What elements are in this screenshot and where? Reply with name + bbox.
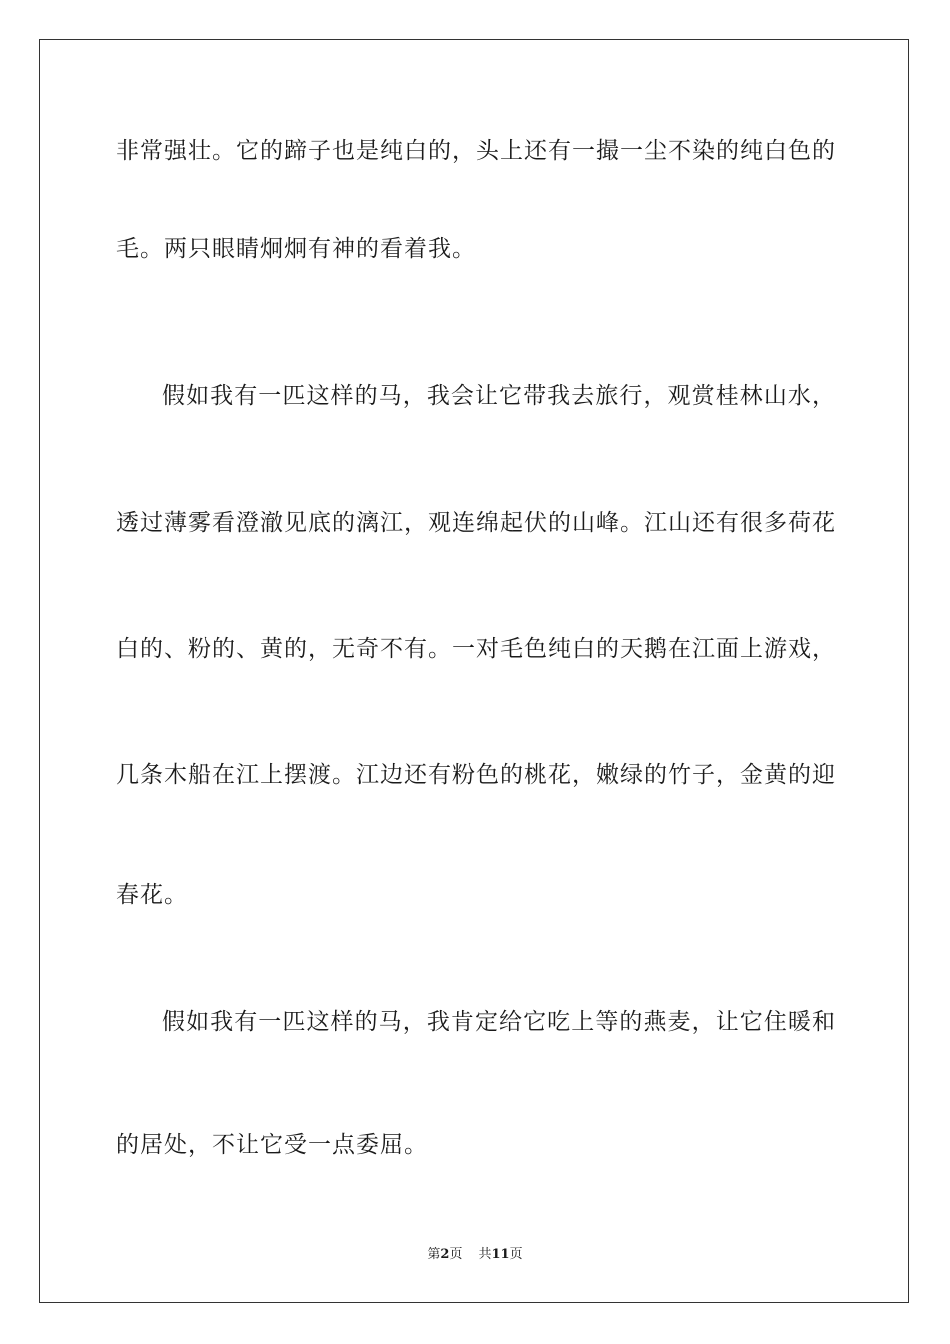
page-footer — [0, 1246, 950, 1264]
total-suffix: 页 — [509, 1247, 523, 1262]
paragraph-start-line: 假如我有一匹这样的马，我会让它带我去旅行，观赏桂林山水， — [162, 383, 836, 409]
total-pages: 11 — [491, 1247, 510, 1262]
page-number: 2 — [440, 1247, 450, 1262]
page-suffix: 页 — [449, 1247, 463, 1262]
text-line: 白的、粉的、黄的，无奇不有。一对毛色纯白的天鹅在江面上游戏， — [116, 636, 836, 662]
text-line: 毛。两只眼睛炯炯有神的看着我。 — [116, 236, 476, 262]
text-line: 透过薄雾看澄澈见底的漓江，观连绵起伏的山峰。江山还有很多荷花 — [116, 510, 836, 536]
paragraph-start-line: 假如我有一匹这样的马，我肯定给它吃上等的燕麦，让它住暖和 — [162, 1009, 836, 1035]
text-line: 几条木船在江上摆渡。江边还有粉色的桃花，嫩绿的竹子，金黄的迎 — [116, 762, 836, 788]
page-prefix: 第 — [427, 1247, 441, 1262]
total-prefix: 共 — [478, 1247, 492, 1262]
page-border — [39, 39, 909, 1303]
text-line: 非常强壮。它的蹄子也是纯白的，头上还有一撮一尘不染的纯白色的 — [116, 138, 836, 164]
text-line: 春花。 — [116, 882, 188, 908]
text-line: 的居处，不让它受一点委屈。 — [116, 1132, 428, 1158]
